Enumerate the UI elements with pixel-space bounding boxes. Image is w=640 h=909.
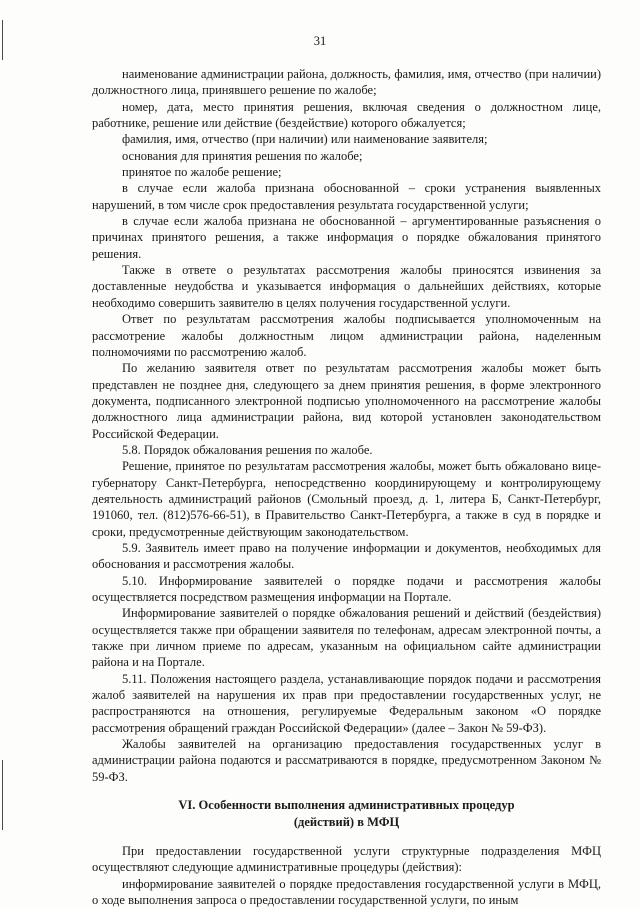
section-heading (92, 797, 601, 831)
paragraph: 5.11. Положения настоящего раздела, устанавливающие порядок подачи и рассмотрения жалоб заявителей на нарушения их прав при предоставлении государственных услуг, не распространяются на отношения, регулируемые Федеральным законом «О порядке рассмотрения обращений граждан Российской Федерации» (далее – Закон № 59-ФЗ). (92, 671, 601, 735)
paragraph: 5.8. Порядок обжалования решения по жалобе. (122, 442, 373, 457)
scan-edge-mark-top (2, 20, 3, 60)
paragraph: принятое по жалобе решение; (122, 165, 282, 180)
paragraph: номер, дата, место принятия решения, включая сведения о должностном лице, работнике, решение или действие (бездействие) которого обжалуется; (92, 99, 601, 131)
paragraph: фамилия, имя, отчество (при наличии) или наименование заявителя; (122, 132, 488, 147)
paragraph: наименование администрации района, должность, фамилия, имя, отчество (при наличии) должностного лица, принявшего решение по жалобе; (92, 67, 601, 98)
section-heading-line1: VI. Особенности выполнения административных процедур (178, 798, 515, 813)
paragraph: основания для принятия решения по жалобе; (122, 148, 363, 163)
paragraph: 5.9. Заявитель имеет право на получение информации и документов, необходимых для обоснования и рассмотрения жалобы. (92, 540, 601, 572)
document-body (92, 66, 601, 909)
scan-edge-mark-bottom (2, 760, 3, 830)
paragraph: По желанию заявителя ответ по результатам рассмотрения жалобы может быть представлен не позднее дня, следующего за днем принятия решения, в форме электронного документа, подписанного электронной подписью уполномоченного на рассмотрение жалобы должностного лица администрации района, вид которой установлен законодательством Российской Федерации. (92, 361, 601, 441)
paragraph: Также в ответе о результатах рассмотрения жалобы приносятся извинения за доставленные неудобства и указывается информация о дальнейших действиях, которые необходимо совершить заявителю в целях получения государственной услуги. (92, 263, 601, 310)
paragraph: При предоставлении государственной услуги структурные подразделения МФЦ осуществляют следующие административные процедуры (действия): (92, 844, 601, 875)
page-number: 31 (313, 34, 327, 48)
paragraph: Жалобы заявителей на организацию предоставления государственных услуг в администрации района подаются и рассматриваются в порядке, предусмотренном Законом № 59-ФЗ. (92, 737, 601, 784)
paragraph: Ответ по результатам рассмотрения жалобы подписывается уполномоченным на рассмотрение жалобы должностным лицом администрации района, наделенным полномочиями по рассмотрению жалоб. (92, 312, 601, 359)
paragraph: Решение, принятое по результатам рассмотрения жалобы, может быть обжаловано вице-губернатору Санкт-Петербурга, непосредственно координирующему и контролирующему деятельность администраций районов (Смольный проезд, д. 1, литера Б, Санкт-Петербург, 191060, тел. (812)576-66-51), в Правительство Санкт-Петербурга, а также в суд в порядке и сроки, предусмотренные действующим законодательством. (92, 459, 601, 539)
paragraph: в случае если жалоба признана обоснованной – сроки устранения выявленных нарушений, в том числе срок предоставления результата государственной услуги; (92, 181, 601, 212)
paragraph: в случае если жалоба признана не обоснованной – аргументированные разъяснения о причинах принятого решения, а также информация о порядке обжалования принятого решения. (92, 214, 601, 261)
paragraph: 5.10. Информирование заявителей о порядке подачи и рассмотрения жалобы осуществляется посредством размещения информации на Портале. (92, 573, 601, 604)
paragraph: информирование заявителей о порядке предоставления государственной услуги в МФЦ, о ходе выполнения запроса о предоставлении государственной услуги, по иным (92, 876, 601, 908)
paragraph: Информирование заявителей о порядке обжалования решений и действий (бездействия) осуществляется также при обращении заявителя по телефонам, адресам электронной почты, а также при личном приеме по адресам, указанным на официальном сайте администрации района и на Портале. (92, 606, 601, 670)
section-heading-line2: (действий) в МФЦ (293, 815, 400, 830)
